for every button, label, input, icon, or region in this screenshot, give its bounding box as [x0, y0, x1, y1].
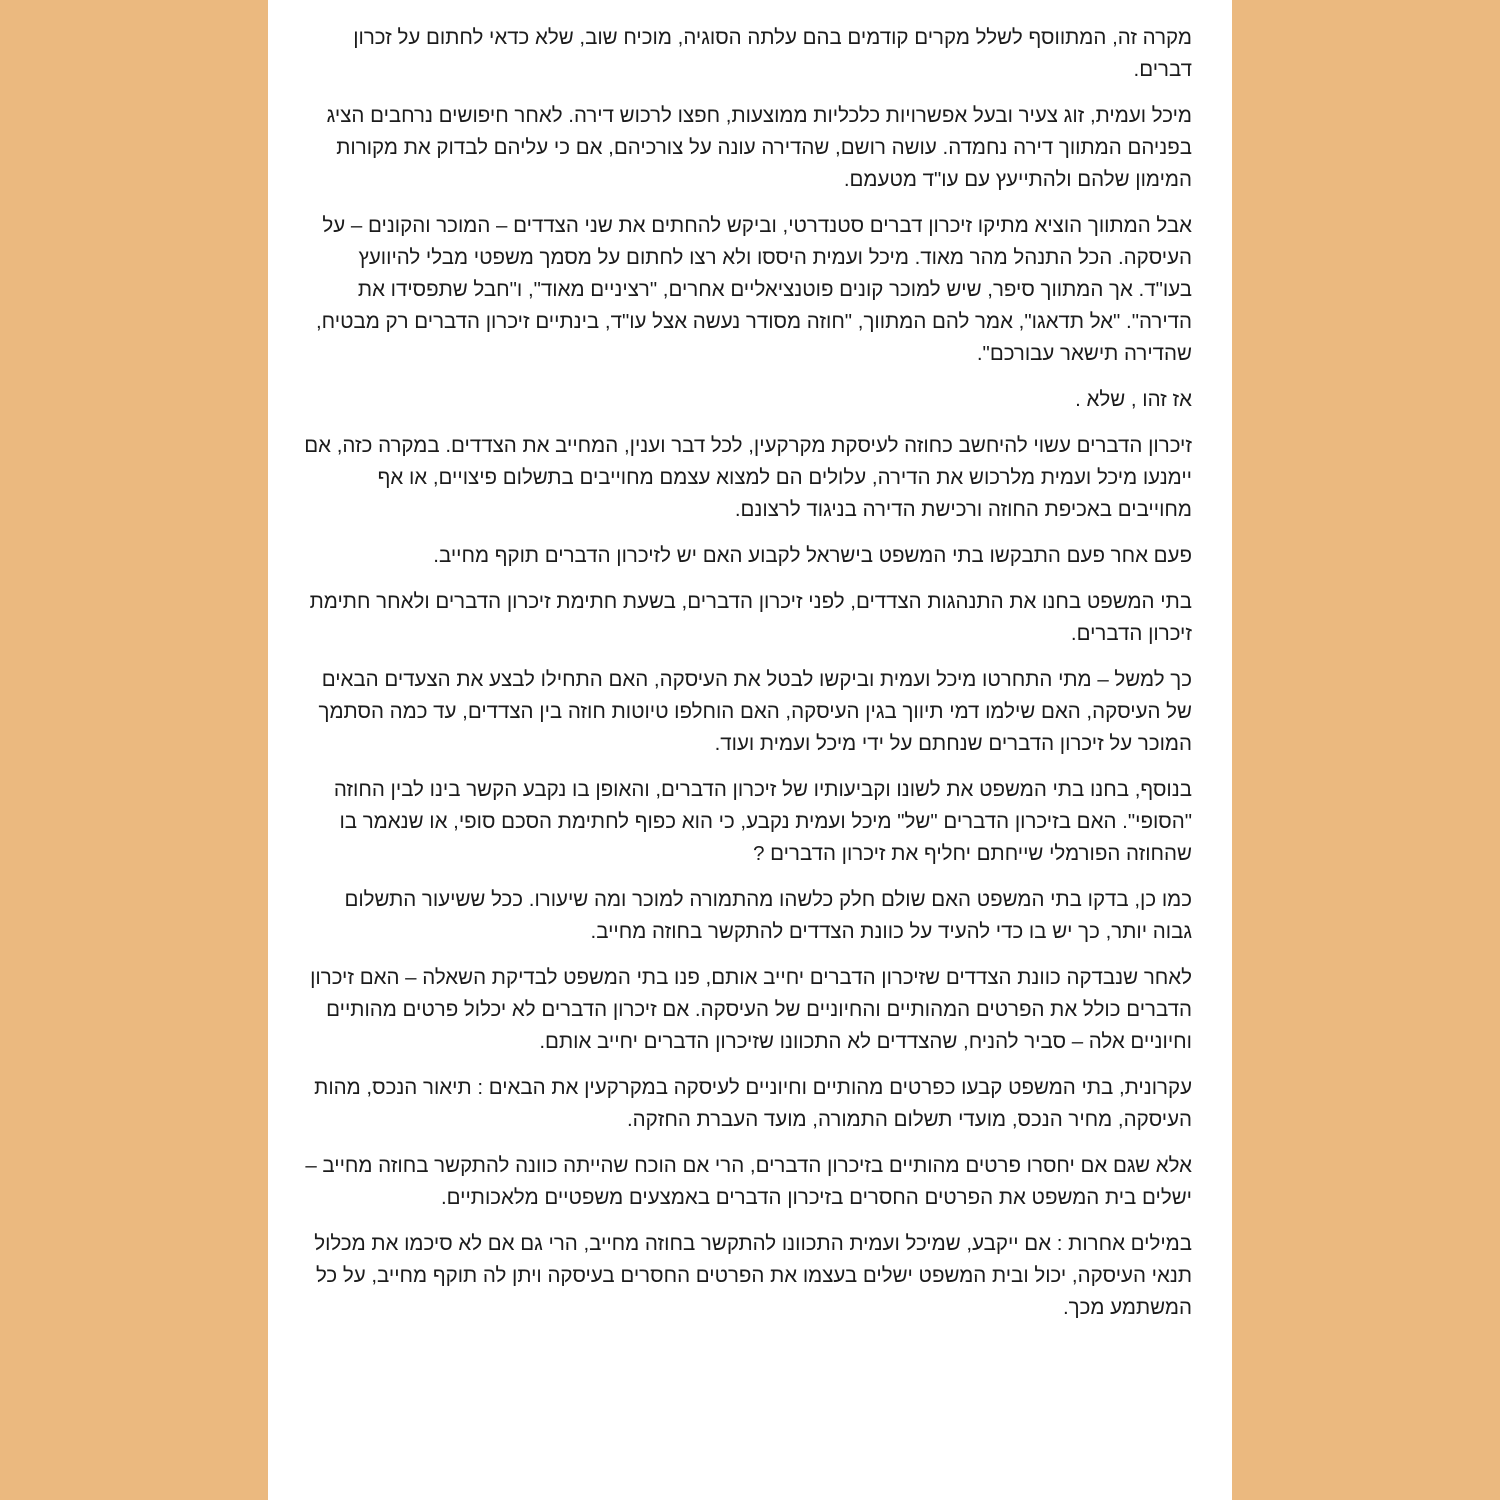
paragraph: אז זהו , שלא . [1075, 388, 1192, 411]
paragraph: בנוסף, בחנו בתי המשפט את לשונו וקביעותיו של זיכרון הדברים, והאופן בו נקבע הקשר בינו לבין החוזה "הסופי". האם בזיכרון הדברים "של" מיכל ועמית נקבע, כי הוא כפוף לחתימת הסכם סופי, או שנאמר בו שהחוזה הפורמלי שייחתם יחליף את זיכרון הדברים ? [333, 778, 1192, 865]
document-page [268, 0, 1232, 1500]
paragraph: במילים אחרות : אם ייקבע, שמיכל ועמית התכוונו להתקשר בחוזה מחייב, הרי גם אם לא סיכמו את מכלול תנאי העיסקה, יכול ובית המשפט ישלים בעצמו את הפרטים החסרים בעיסקה ויתן לה תוקף מחייב, על כל המשתמע מכך. [314, 1232, 1192, 1319]
paragraph: כמו כן, בדקו בתי המשפט האם שולם חלק כלשהו מהתמורה למוכר ומה שיעורו. ככל ששיעור התשלום גבוה יותר, כך יש בו כדי להעיד על כוונת הצדדים להתקשר בחוזה מחייב. [344, 888, 1192, 943]
paragraph: זיכרון הדברים עשוי להיחשב כחוזה לעיסקת מקרקעין, לכל דבר וענין, המחייב את הצדדים. במקרה כזה, אם יימנעו מיכל ועמית מלרכוש את הדירה, עלולים הם למצוא עצמם מחוייבים בתשלום פיצויים, או אף מחוייבים באכיפת החוזה ורכישת הדירה בניגוד לרצונם. [304, 434, 1192, 521]
paragraph: אבל המתווך הוציא מתיקו זיכרון דברים סטנדרטי, וביקש להחתים את שני הצדדים – המוכר והקונים – על העיסקה. הכל התנהל מהר מאוד. מיכל ועמית היססו ולא רצו לחתום על מסמך משפטי מבלי להיוועץ בעו"ד. אך המתווך סיפר, שיש למוכר קונים פוטנציאליים אחרים, "רציניים מאוד", ו"חבל שתפסידו את הדירה". "אל תדאגו", אמר להם המתווך, "חוזה מסודר נעשה אצל עו"ד, בינתיים זיכרון הדברים רק מבטיח, שהדירה תישאר עבורכם". [315, 214, 1192, 365]
paragraph: כך למשל – מתי התחרטו מיכל ועמית וביקשו לבטל את העיסקה, האם התחילו לבצע את הצעדים הבאים של העיסקה, האם שילמו דמי תיווך בגין העיסקה, האם הוחלפו טיוטות חוזה בין הצדדים, עד כמה הסתמך המוכר על זיכרון הדברים שנחתם על ידי מיכל ועמית ועוד. [318, 668, 1192, 755]
paragraph: מיכל ועמית, זוג צעיר ובעל אפשרויות כלכליות ממוצעות, חפצו לרכוש דירה. לאחר חיפושים נרחבים הציג בפניהם המתווך דירה נחמדה. עושה רושם, שהדירה עונה על צורכיהם, אם כי עליהם לבדוק את מקורות המימון שלהם ולהתייעץ עם עו"ד מטעמם. [326, 104, 1192, 191]
paragraph: אלא שגם אם יחסרו פרטים מהותיים בזיכרון הדברים, הרי אם הוכח שהייתה כוונה להתקשר בחוזה מחייב – ישלים בית המשפט את הפרטים החסרים בזיכרון הדברים באמצעים משפטיים מלאכותיים. [305, 1154, 1192, 1209]
paragraph: לאחר שנבדקה כוונת הצדדים שזיכרון הדברים יחייב אותם, פנו בתי המשפט לבדיקת השאלה – האם זיכרון הדברים כולל את הפרטים המהותיים והחיוניים של העיסקה. אם זיכרון הדברים לא יכלול פרטים מהותיים וחיוניים אלה – סביר להניח, שהצדדים לא התכוונו שזיכרון הדברים יחייב אותם. [310, 966, 1192, 1053]
paragraph: בתי המשפט בחנו את התנהגות הצדדים, לפני זיכרון הדברים, בשעת חתימת זיכרון הדברים ולאחר חתימת זיכרון הדברים. [309, 590, 1192, 645]
paragraph: מקרה זה, המתווסף לשלל מקרים קודמים בהם עלתה הסוגיה, מוכיח שוב, שלא כדאי לחתום על זכרון דברים. [353, 26, 1192, 81]
paragraph: פעם אחר פעם התבקשו בתי המשפט בישראל לקבוע האם יש לזיכרון הדברים תוקף מחייב. [433, 544, 1192, 567]
paragraph: עקרונית, בתי המשפט קבעו כפרטים מהותיים וחיוניים לעיסקה במקרקעין את הבאים : תיאור הנכס, מהות העיסקה, מחיר הנכס, מועדי תשלום התמורה, מועד העברת החזקה. [314, 1076, 1192, 1131]
document-body [302, 22, 1192, 1338]
